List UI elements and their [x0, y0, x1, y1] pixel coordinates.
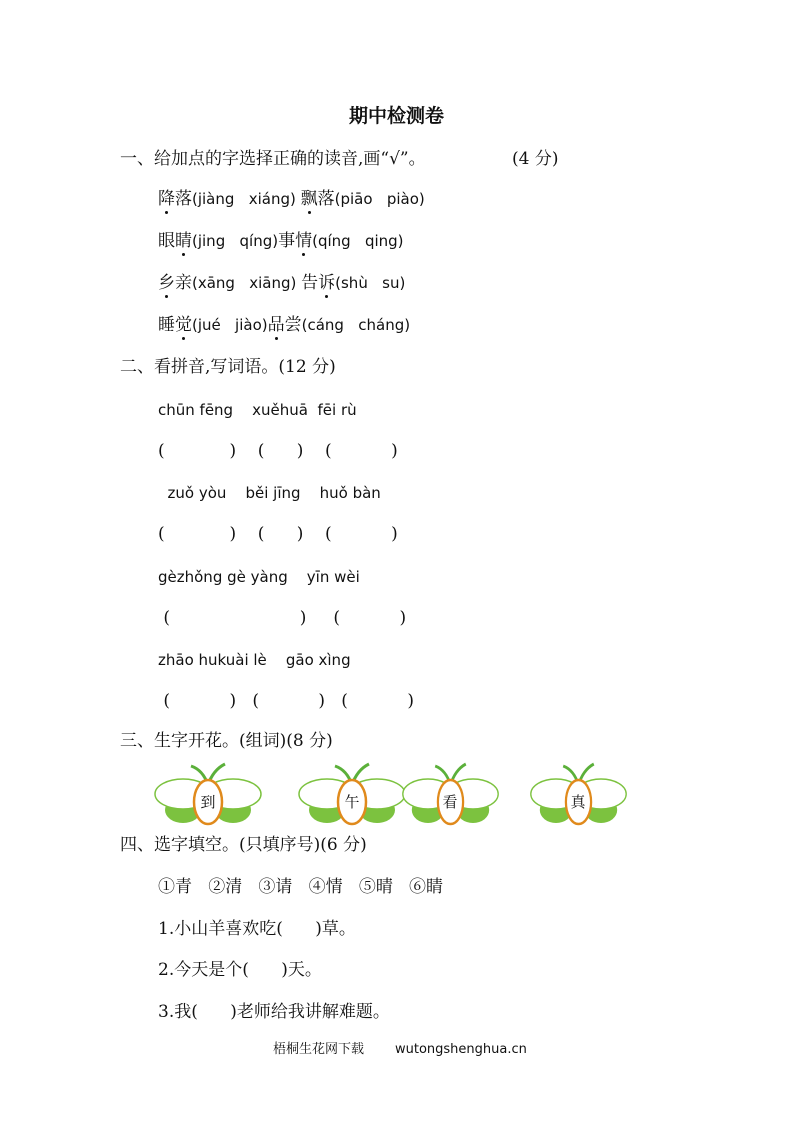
word-char: 告	[301, 273, 319, 293]
pinyin-options[interactable]: (jué jiào)	[192, 316, 268, 334]
pinyin-options[interactable]: (cáng cháng)	[301, 316, 411, 334]
char-options: ①青 ②清 ③请 ④情 ⑤晴 ⑥睛	[158, 877, 444, 897]
pinyin-options[interactable]: (qíng qing)	[312, 232, 404, 250]
word-char: 睡	[158, 315, 175, 335]
flower-char: 看	[442, 793, 458, 811]
word-char: 诉	[318, 273, 336, 293]
word-char: 睛	[175, 231, 192, 251]
butterfly-flower	[153, 760, 263, 834]
word-char: 情	[295, 231, 313, 251]
pinyin-options[interactable]: (shù su)	[335, 274, 406, 292]
flower-char: 午	[344, 793, 360, 811]
answer-blanks[interactable]: ( ) ( )	[158, 608, 407, 628]
answer-blanks[interactable]: ( ) ( ) ( )	[158, 691, 414, 711]
word-char: 尝	[284, 315, 302, 335]
pinyin-options[interactable]: (piāo piào)	[334, 190, 425, 208]
section-1-score: (4 分)	[512, 149, 559, 169]
pronunciation-row	[158, 273, 405, 293]
word-char: 亲	[175, 273, 192, 293]
word-char: 事	[278, 231, 296, 251]
pinyin-line: gèzhǒng gè yàng yīn wèi	[158, 568, 360, 586]
pinyin-line: chūn fēng xuěhuā fēi rù	[158, 401, 357, 419]
word-char: 落	[175, 189, 192, 209]
word-char: 眼	[158, 231, 175, 251]
pinyin-line: zuǒ yòu běi jīng huǒ bàn	[158, 484, 381, 502]
pinyin-options[interactable]: (jiàng xiáng)	[192, 190, 301, 208]
word-char: 品	[267, 315, 285, 335]
section-2-heading: 二、看拼音,写词语。(12 分)	[120, 357, 336, 377]
word-char: 降	[158, 189, 175, 209]
answer-blanks[interactable]: ( ) ( ) ( )	[158, 524, 398, 544]
pronunciation-row	[158, 231, 404, 251]
word-char: 乡	[158, 273, 175, 293]
footer-source: 梧桐生花网下载	[273, 1042, 365, 1057]
section-1-heading: 一、给加点的字选择正确的读音,画“√”。	[120, 149, 426, 169]
butterfly-flower	[401, 760, 500, 834]
fill-item-2: 2.今天是个( )天。	[158, 960, 322, 980]
word-char: 觉	[175, 315, 192, 335]
flower-char: 到	[200, 793, 216, 811]
fill-item-1: 1.小山羊喜欢吃( )草。	[158, 919, 356, 939]
pronunciation-row	[158, 315, 410, 335]
answer-blanks[interactable]: ( ) ( ) ( )	[158, 441, 398, 461]
pinyin-options[interactable]: (xāng xiāng)	[192, 274, 302, 292]
section-4-heading: 四、选字填空。(只填序号)(6 分)	[120, 835, 367, 855]
pinyin-line: zhāo hukuài lè gāo xìng	[158, 651, 351, 669]
footer-url: wutongshenghua.cn	[395, 1042, 527, 1057]
pinyin-options[interactable]: (jing qíng)	[192, 232, 279, 250]
flower-char: 真	[570, 793, 586, 811]
page-title: 期中检测卷	[348, 105, 444, 127]
section-3-heading: 三、生字开花。(组词)(8 分)	[120, 731, 333, 751]
butterfly-flower	[529, 760, 628, 834]
pronunciation-row	[158, 189, 425, 209]
word-char: 飘	[300, 189, 318, 209]
butterfly-flower	[297, 760, 407, 834]
fill-item-3: 3.我( )老师给我讲解难题。	[158, 1002, 390, 1022]
word-char: 落	[317, 189, 335, 209]
